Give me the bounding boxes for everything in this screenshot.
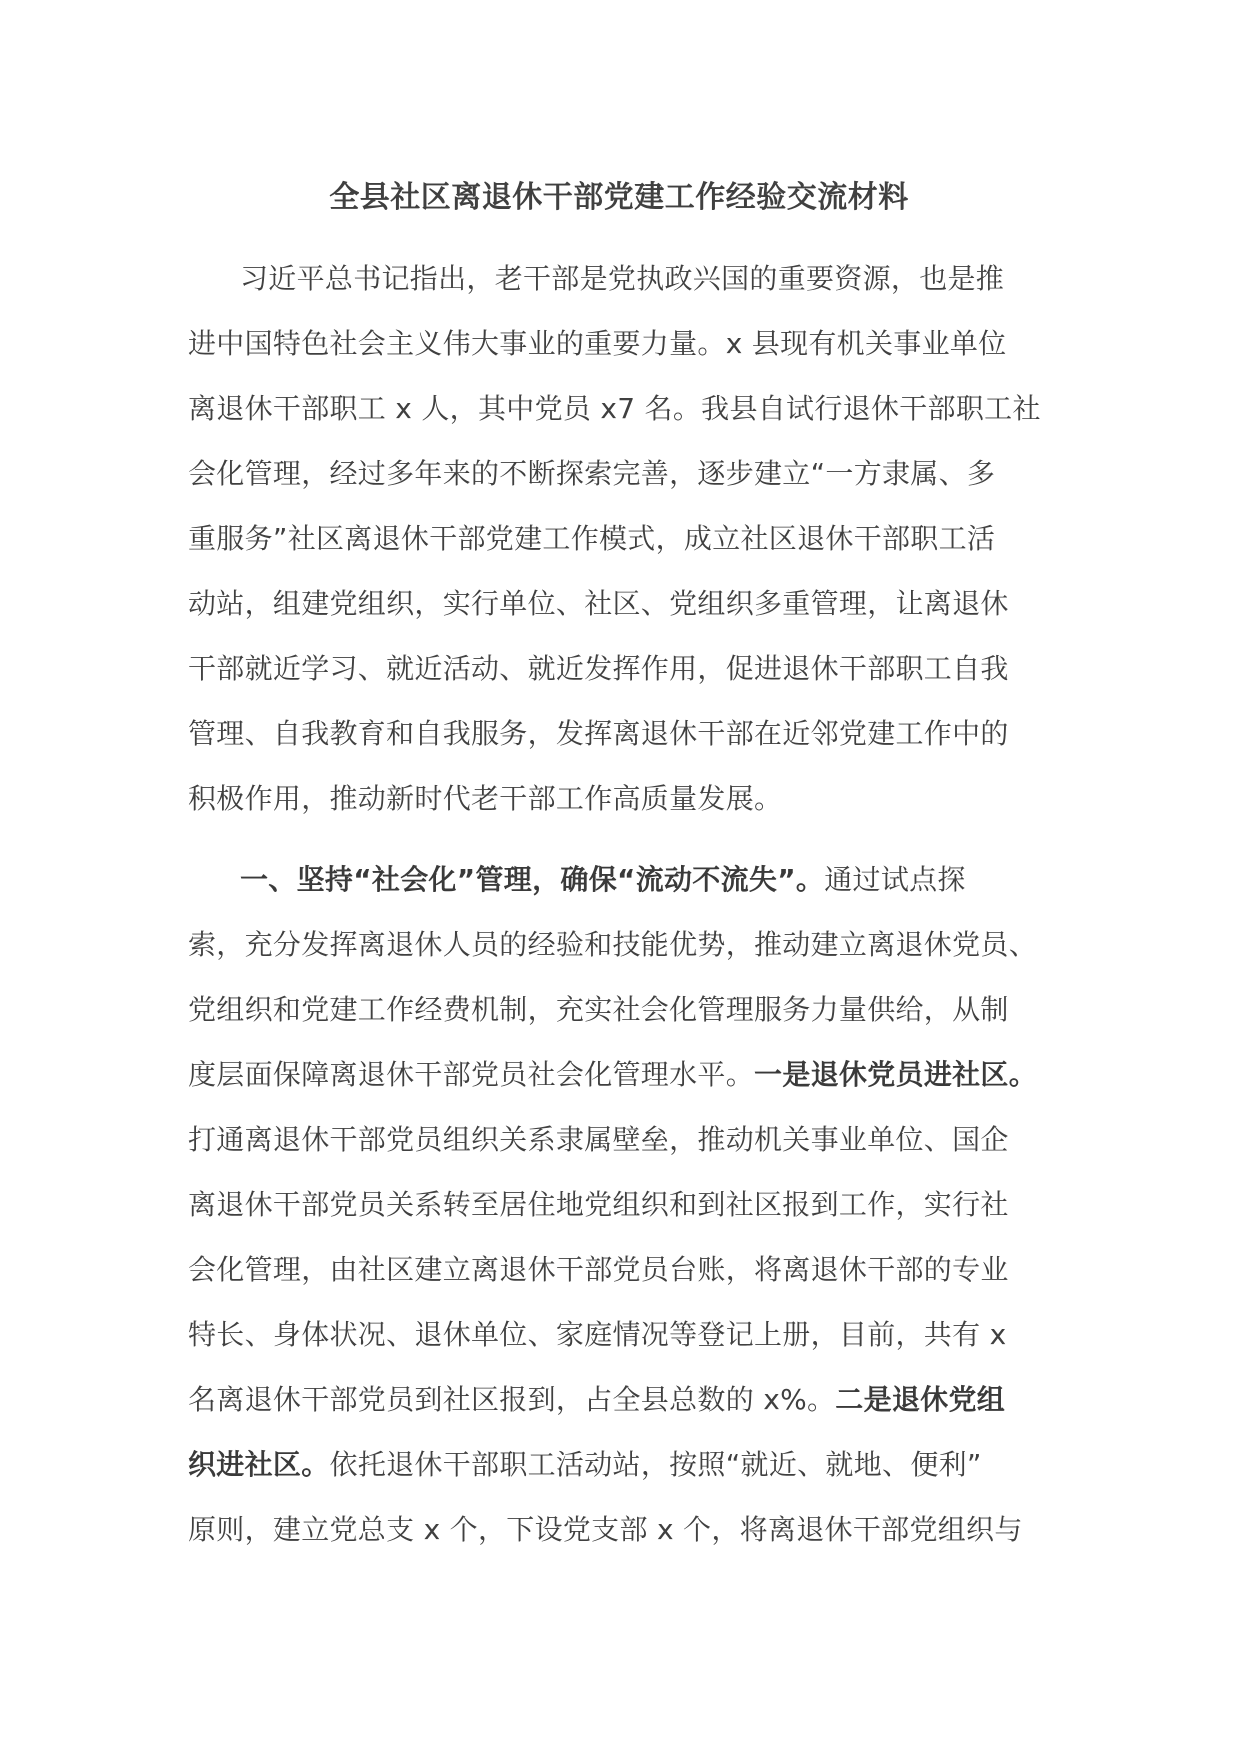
paragraph-line: 离退休干部职工 x 人，其中党员 x7 名。我县自试行退休干部职工社 xyxy=(188,392,1041,425)
paragraph-line: 积极作用，推动新时代老干部工作高质量发展。 xyxy=(188,782,783,815)
paragraph-line: 党组织和党建工作经费机制，充实社会化管理服务力量供给，从制 xyxy=(188,993,1009,1026)
inline-text: 通过试点探 xyxy=(824,863,966,896)
paragraph-line: 重服务”社区离退休干部党建工作模式，成立社区退休干部职工活 xyxy=(188,522,996,555)
paragraph-line: 会化管理，由社区建立离退休干部党员台账，将离退休干部的专业 xyxy=(188,1253,1009,1286)
point-1-heading: 一是退休党员进社区。 xyxy=(754,1058,1038,1091)
section-1-paragraph xyxy=(188,847,1050,1562)
inline-text: 名离退休干部党员到社区报到，占全县总数的 x%。 xyxy=(188,1383,836,1416)
inline-text: 度层面保障离退休干部党员社会化管理水平。 xyxy=(188,1058,755,1091)
paragraph-line: 进中国特色社会主义伟大事业的重要力量。x 县现有机关事业单位 xyxy=(188,327,1007,360)
paragraph-line xyxy=(188,847,1050,912)
paragraph-line: 特长、身体状况、退休单位、家庭情况等登记上册，目前，共有 x xyxy=(188,1318,1007,1351)
paragraph-line: 会化管理，经过多年来的不断探索完善，逐步建立“一方隶属、多 xyxy=(188,457,996,490)
paragraph-line: 干部就近学习、就近活动、就近发挥作用，促进退休干部职工自我 xyxy=(188,652,1009,685)
point-2-heading-part2: 织进社区。 xyxy=(188,1448,330,1481)
paragraph-line xyxy=(188,1042,1050,1107)
paragraph-line xyxy=(188,1432,1050,1497)
point-2-heading-part1: 二是退休党组 xyxy=(835,1383,1006,1416)
paragraph-line: 原则，建立党总支 x 个，下设党支部 x 个，将离退休干部党组织与 xyxy=(188,1513,1023,1546)
paragraph-line: 动站，组建党组织，实行单位、社区、党组织多重管理，让离退休 xyxy=(188,587,1009,620)
paragraph-line: 索，充分发挥离退休人员的经验和技能优势，推动建立离退休党员、 xyxy=(188,928,1038,961)
paragraph-line: 习近平总书记指出，老干部是党执政兴国的重要资源，也是推 xyxy=(240,262,1005,295)
paragraph-line: 离退休干部党员关系转至居住地党组织和到社区报到工作，实行社 xyxy=(188,1188,1009,1221)
intro-paragraph xyxy=(188,246,1050,831)
document-title: 全县社区离退休干部党建工作经验交流材料 xyxy=(329,180,909,215)
inline-text: 依托退休干部职工活动站，按照“就近、就地、便利” xyxy=(329,1448,982,1481)
paragraph-line: 打通离退休干部党员组织关系隶属壁垒，推动机关事业单位、国企 xyxy=(188,1123,1009,1156)
paragraph-line: 管理、自我教育和自我服务，发挥离退休干部在近邻党建工作中的 xyxy=(188,717,1009,750)
section-1-heading: 一、坚持“社会化”管理，确保“流动不流失”。 xyxy=(240,863,825,896)
paragraph-line xyxy=(188,1367,1050,1432)
